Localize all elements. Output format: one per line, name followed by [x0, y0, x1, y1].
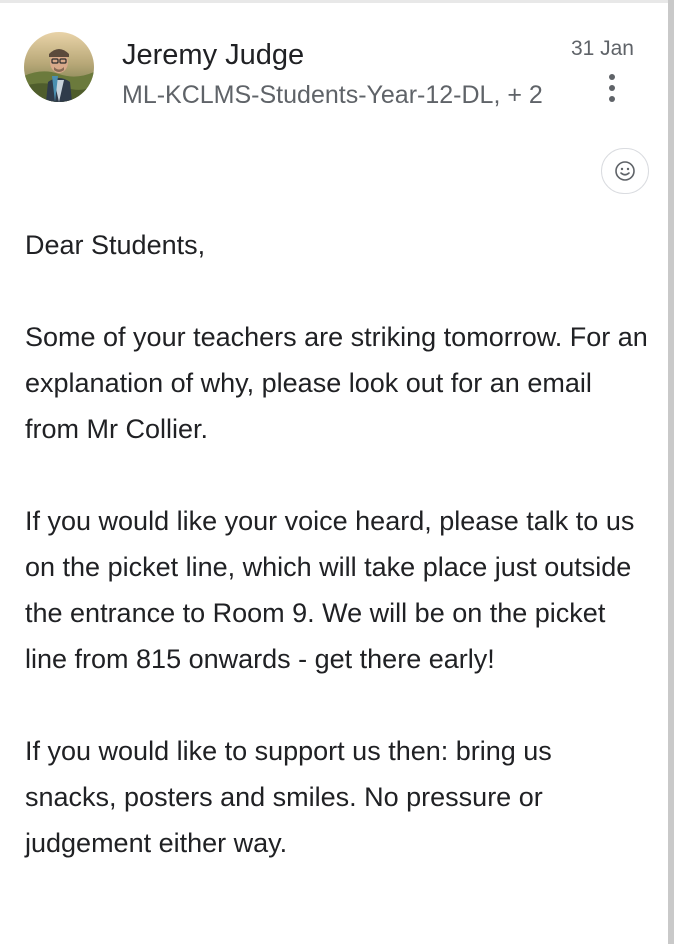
more-vertical-icon[interactable]	[600, 68, 624, 108]
recipients-summary[interactable]: ML-KCLMS-Students-Year-12-DL, + 2	[122, 81, 543, 109]
email-date: 31 Jan	[570, 37, 634, 60]
more-dot	[609, 96, 615, 102]
sender-name: Jeremy Judge	[122, 39, 305, 71]
add-reaction-button[interactable]	[601, 148, 649, 194]
avatar-photo	[24, 32, 94, 102]
email-paragraph: If you would like your voice heard, please talk to us on the picket line, which will take place just outside the entrance to Room 9. We will be on the picket line from 815 onwards - get there early!	[25, 506, 635, 674]
smiley-icon	[614, 160, 636, 182]
email-body	[25, 222, 649, 912]
email-greeting: Dear Students,	[25, 230, 206, 260]
sender-avatar[interactable]	[24, 32, 94, 102]
email-paragraph: Some of your teachers are striking tomorrow. For an explanation of why, please look out for an email from Mr Collier.	[25, 322, 648, 444]
more-dot	[609, 74, 615, 80]
more-dot	[609, 85, 615, 91]
email-paragraph: If you would like to support us then: bring us snacks, posters and smiles. No pressure or judgement either way.	[25, 736, 552, 858]
email-header	[0, 0, 668, 120]
scrollbar[interactable]	[668, 0, 674, 944]
